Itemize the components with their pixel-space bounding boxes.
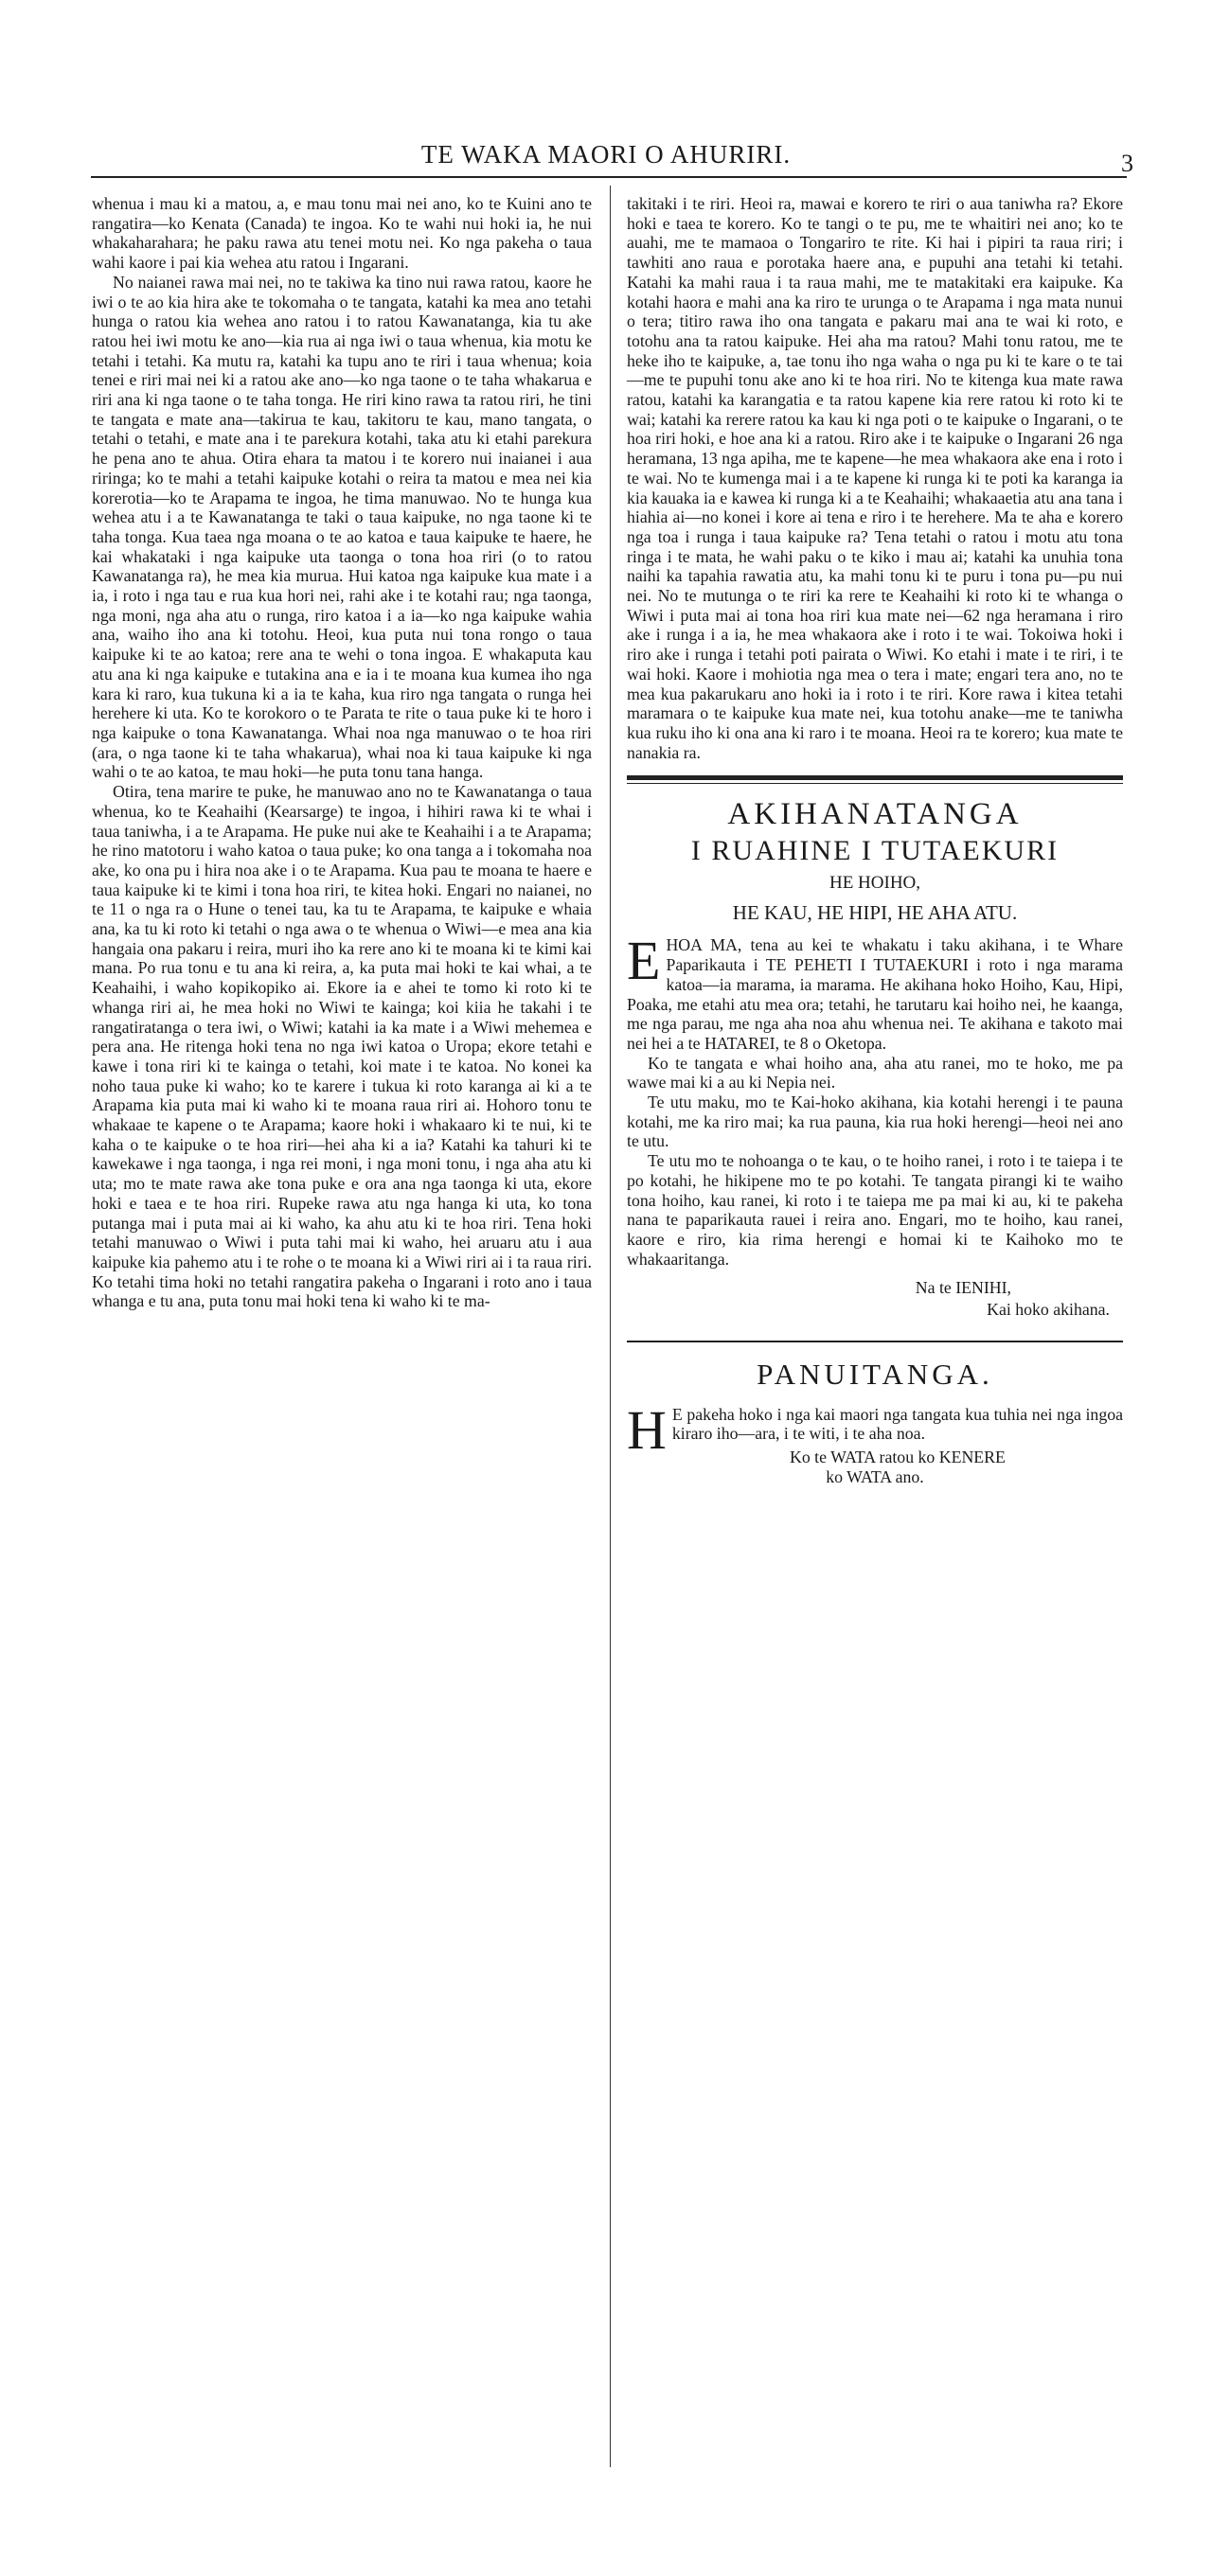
article-paragraph: No naianei rawa mai nei, no te takiwa ka tino nui rawa ratou, kaore he iwi o te ao kia hira ake te tokomaha o te tangata, katahi ka mea ano tetahi hunga o ratou kia wehea ano ratou i to ratou Kawanatanga, kia tu ake ratou hei iwi motu ke ano—kia rua ai nga iwi o taua whenua, kia motu ke tetahi i tetahi. Ka mutu ra, katahi ka tupu ano te riri i taua whenua; koia tenei e riri mai nei ki a ratou ake ano—ko nga taone o te taha whakarua e riri ana ki nga taone o te taha tonga. He riri kino rawa ta ratou riri, he tini te tangata e mate ana—takirua te kau, takitoru te kau, mano tangata, o tetahi o tetahi, e mate ana i te parekura kotahi, taka atu ki etahi parekura he pena ano te ahua. Otira ehara ta matou i te korero nui inaianei i aua riringa; ko te mahi a tetahi kaipuke kotahi o reira ta matou e mea nei kia korerotia—ko te Arapama te ingoa, he tima manuwao. No te hunga kua wehea atu i a te Kawanatanga te taki o taua kaipuke, no nga taone ki te taha tonga. Kua taea nga moana o te ao katoa e taua kaipuke te haere, he kai whakataki i nga kaipuke uta taonga o tona hoa riri (o to ratou Kawanatanga ra), he mea kia murua. Hui katoa nga kaipuke kua mate i a ia, i roto i nga tau e rua kua hori nei, rahi ake i te kotahi rau; nga taonga, nga moni, nga aha atu o runga, riro katoa i a ia—ko nga kaipuke wahia ana, waiho iho ana ki totohu. Heoi, kua puta nui tona rongo o taua kaipuke ki te ao katoa; rere ana te wehi o tona ingoa. E whakaputa kau atu ana ki nga kaipuke e tutakina ana e ia i te moana kua kumea iho nga kara ki raro, kua tukuna ki a ia te kaha, kua riro nga tangata o runga hei herehere ki uta. Ko te korokoro o te Parata te rite o taua puke ki te horo i nga kaipuke o tona Kawanatanga. Whai noa nga manuwao o te hoa riri (ara, o nga taone ki te taha whakarua), whai noa ki taua kaipuke ki nga wahi o te ao katoa, te mau hoki—he puta tonu tana hanga. [92, 272, 592, 782]
ad-signature-title: Kai hoko akihana. [987, 1300, 1110, 1320]
page-number: 3 [1121, 150, 1133, 177]
auction-advertisement [627, 795, 1123, 1319]
notice-heading: PANUITANGA. [757, 1357, 993, 1391]
column-divider [610, 186, 611, 2467]
ad-paragraph-text: HOA MA, tena au kei te whakatu i taku akihana, i te Whare Paparikauta i TE PEHETI I TUTAEKURI i roto i nga marama katoa—ia marama, ia marama. He akihana hoko Hoiho, Kau, Hipi, Poaka, me etahi atu mea ora; tetahi, he tarutaru kai hoiho nei, he kaanga, me nga parau, me nga aha noa ahu whenua nei. Te akihana e takoto mai nei hei a te HATAREI, te 8 o Oketopa. [627, 935, 1123, 1053]
ad-subheading-small: HE HOIHO, [829, 873, 921, 894]
ad-subheading-small: HE KAU, HE HIPI, HE AHA ATU. [732, 901, 1018, 925]
ad-subheading: I RUAHINE I TUTAEKURI [690, 835, 1060, 867]
left-column [92, 194, 592, 1311]
ad-paragraph [627, 930, 1123, 1053]
ad-paragraph: Te utu mo te nohoanga o te kau, o te hoiho ranei, i roto i te taiepa i te po kotahi, he hikipene mo te po kotahi. Te tangata pirangi ki te waiho tona hoiho, kau ranei, ki roto i te taiepa me pa mai ki au, ki te pakeha nana te paparikauta rauei i reira ano. Engari, mo te hoiho, kau ranei, kaore e riro, kia rima herengi e homai ki te Kaihoko mo te whakaaritanga. [627, 1151, 1123, 1269]
ad-signature-name: Na te IENIHI, [915, 1278, 1011, 1298]
notice-signature: Ko te WATA ratou ko KENERE [790, 1448, 1006, 1467]
running-head: TE WAKA MAORI O AHURIRI. [420, 140, 792, 169]
article-paragraph: Otira, tena marire te puke, he manuwao ano no te Kawanatanga o taua whenua, ko te Keahaihi (Kearsarge) te ingoa, i hihiri rawa ki te whai i taua taniwha, i a te Arapama. He puke nui ake te Keahaihi i a te Arapama; he rino matotoru i waho katoa o taua puke; ko ona tanga a i tokomaha noa ake, ko ona pu i hira noa ake i o te Arapama. Kua pau te moana te haere e taua kaipuke ki te kimi i tona hoa riri, te kitea hoki. Engari no naianei, no te 11 o nga ra o Hune o tenei tau, ka tu te Arapama, te kaipuke e whaia ana, ka tu ki roto ki tetahi o nga awa o te whenua o Wiwi—e mea ana kia hangaia ona pakaru i reira, muri iho ka rere ano ki te moana ki te kimi kai mana. Po rua tonu e tu ana ki reira, a, ka puta mai hoki te kai whai, a te Keahaihi, i waho kopikopiko ai. Ekore ia e ahei te tomo ki roto ki te whanga riri ai, he mea hoki no Wiwi te kainga; koi kiia he takahi i te rangatiratanga o tera iwi, o Wiwi; katahi ia ka mate i a Wiwi mehemea e pera ana. He ritenga hoki tena no nga iwi katoa o Uropa; ekore tetahi e kawe i tona riri ki te kainga o tetahi, koi mate i te katoa. No konei ka noho taua puke ki waho; ko te karere i tukua ki roto karanga ai ki a te Arapama kia puta mai ki waho ki te moana raua riri ai. Hohoro tonu te whakaae te kapene o te Arapama; kaore hoki i whakaaro ki te nui, ki te kaha o te kaipuke o te hoa riri—hei aha ki a ia? Katahi ka tahuri ki te kawekawe i nga taonga, i nga rei moni, i nga moni tonu, i nga aha atu ki uta; mo te mate rawa ake tona puke e ora ana nga taonga ki uta, ekore hoki e taea e te hoa riri. Rupeke rawa atu nga hanga ki uta, ko tona putanga mai i puta mai ai ki waho, ka ahu atu ki te hoa riri. Tena hoki tetahi manuwao o Wiwi i puta tahi mai ki waho, hei aruaru atu i aua kaipuke kia pahemo atu i te rohe o te moana ki a Wiwi riri ai i ta raua riri. Ko tetahi tima hoki no tetahi rangatira pakeha o Ingarani i roto ano i taua whanga e tu ana, puta tonu mai hoki tena ki waho ki te ma- [92, 782, 592, 1311]
section-rule [627, 1341, 1123, 1342]
article-paragraph: whenua i mau ki a matou, a, e mau tonu mai nei ano, ko te Kuini ano te rangatira—ko Kenata (Canada) te ingoa. Ko te wahi nui hoki ia, he nui whakaharahara; he paku rawa atu tenei motu nei. Ko nga pakeha o taua wahi kaore i pai kia wehea atu ratou i Ingarani. [92, 194, 592, 273]
header-rule [91, 176, 1127, 178]
ad-paragraph: Te utu maku, mo te Kai-hoko akihana, kia kotahi herengi i te pauna kotahi, me ka riro mai; ka rua pauna, kia rua hoki herengi—heoi nei ano te utu. [627, 1093, 1123, 1151]
article-paragraph: takitaki i te riri. Heoi ra, mawai e korero te riri o aua taniwha ra? Ekore hoki e taea te korero. Ko te tangi o te pu, me te whaitiri nei ano; ko te auahi, me te mamaoa o Tongariro te rite. Ki hai i pipiri ta raua riri; i tawhiti ano raua e porotaka haere ana, e pupuhi ana tetahi ki tetahi. Katahi ka mahi raua i ta raua mahi, me te matakitaki era kaipuke. Ka kotahi haora e mahi ana ka riro te urunga o te Arapama i nga mata nunui o tera; titiro rawa iho ona tangata e pakaru mai ana te wai ki roto, e totohu ana ta ratou kaipuke. Hei aha ma ratou? Mahi tonu ratou, me te heke iho te kaipuke, a, tae tonu iho nga waha o nga pu ki te kare o te tai—me te pupuhi tonu ake ano ki te hoa riri. No te kitenga kua mate rawa ratou, katahi ka karangatia e ta ratou kapene kia rere ratou ki roto ki te wai; katahi ka rerere ratou ka kau ki nga poti o te kaipuke o Ingarani, o te hoa riri hoki, e hoe ana ki a ratou. Riro ake i te kaipuke o Ingarani 26 nga heramana, 13 nga apiha, me te kapene—he mea whakaora ake ena i roto i te wai. No te kumenga mai i a te kapene ki runga ki te poti ka karanga ia kia kauaka ia e kawea ki runga ki a te Keahaihi; whakaaetia atu ana tana i hiahia ai—no konei i kore ai tena e riro i te herehere. Ma te aha e korero nga toa i runga i taua kaipuke ra? Tena tetahi o ratou i motu atu tona ringa i te mata, he wahi paku o te kiko i mau ai; katahi ka unuhia tona naihi ka tapahia rawatia atu, ka mahi tonu ki te puru i tona pu—pu nui nei. No te mutunga o te riri ka rere te Keahaihi ki roto ki te whanga o Wiwi i puta mai ai tona hoa riri kua mate nei—62 nga heramana i riro ake i runga i a ia, he mea whakaora ake i roto i te wai. Tokoiwa hoki i riro ake i runga i tetahi poti pairata o Wiwi. Ko etahi i mate i te riri, i te wai hoki. Kaore i mohiotia nga mea o tera i mate; engari tera ano, no te mea kua pakarukaru ano hoki ia i roto i te riri. Kore rawa i kitea tetahi maramara o te kaipuke kua mate nei, kua totohu anake—me te taniwha kua ruku iho ki ona ana ki raro i te moana. Heoi ra te korero; kua mate te nanakia ra. [627, 194, 1123, 762]
notice-advertisement [627, 1356, 1123, 1487]
ad-paragraph: Ko te tangata e whai hoiho ana, aha atu ranei, mo te hoko, me pa wawe mai ki a au ki Nepia nei. [627, 1053, 1123, 1093]
drop-cap: E [627, 930, 661, 992]
right-column [627, 194, 1123, 1487]
drop-cap: H [627, 1398, 667, 1461]
ad-heading: AKIHANATANGA [727, 797, 1023, 832]
section-rule [627, 775, 1123, 784]
notice-signature: ko WATA ano. [826, 1466, 924, 1486]
notice-text: E pakeha hoko i nga kai maori nga tangata kua tuhia nei nga ingoa kiraro iho—ara, i te witi, i te aha noa. [671, 1404, 1123, 1444]
